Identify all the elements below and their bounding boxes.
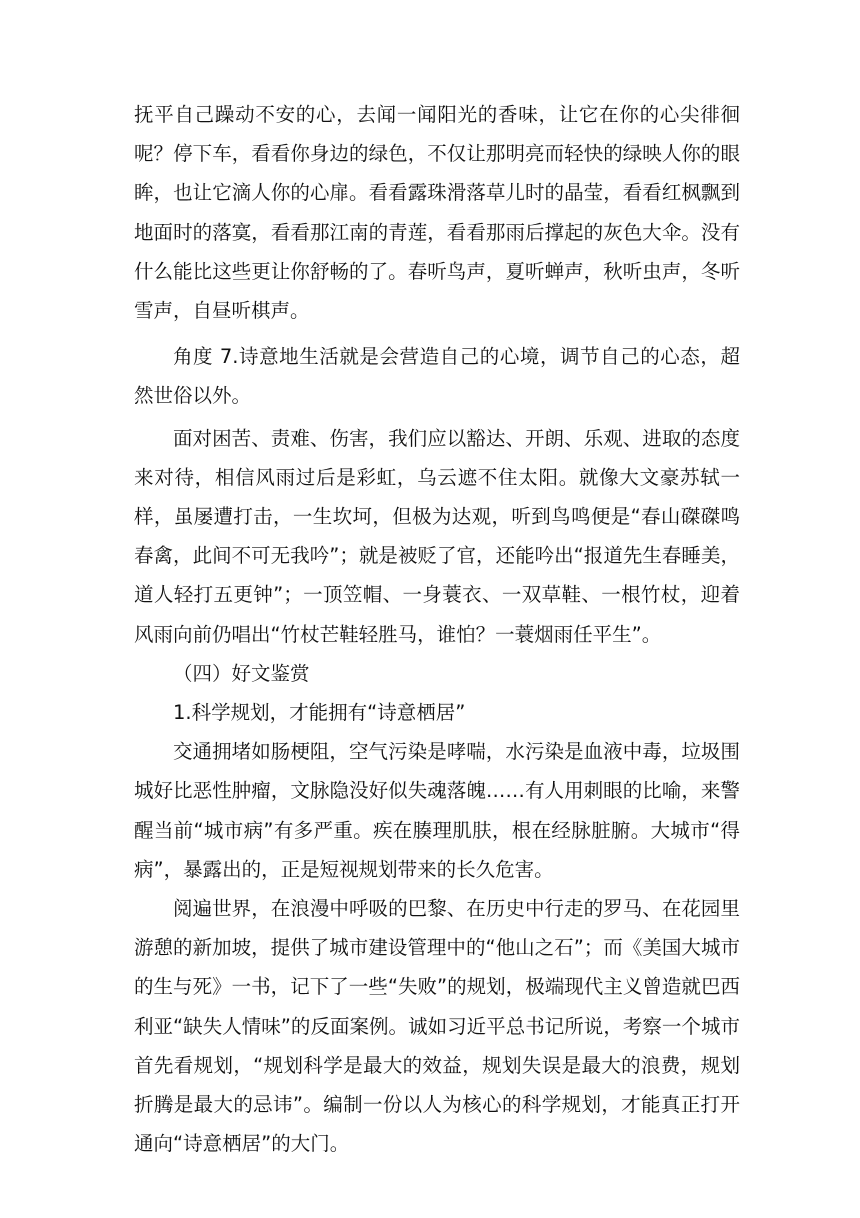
document-body: [134, 95, 740, 1163]
paragraph-world-cities: 阅遍世界，在浪漫中呼吸的巴黎、在历史中行走的罗马、在花园里游憩的新加坡，提供了城市建设管理中的“他山之石”；而《美国大城市的生与死》一书，记下了一些“失败”的规划，极端现代主义曾造就巴西利亚“缺失人情味”的反面案例。诚如习近平总书记所说，考察一个城市首先看规划，“规划科学是最大的效益，规划失误是最大的浪费，规划折腾是最大的忌讳”。编制一份以人为核心的科学规划，才能真正打开通向“诗意栖居”的大门。: [134, 897, 740, 1156]
paragraph-su-shi: 面对困苦、责难、伤害，我们应以豁达、开朗、乐观、进取的态度来对待，相信风雨过后是彩虹，乌云遮不住太阳。就像大文豪苏轼一样，虽屡遭打击，一生坎坷，但极为达观，听到鸟鸣便是“春山磔磔鸣春禽，此间不可无我吟”；就是被贬了官，还能吟出“报道先生春睡美，道人轻打五更钟”；一顶笠帽、一身蓑衣、一双草鞋、一根竹杖，迎着风雨向前仍唱出“竹杖芒鞋轻胜马，谁怕？一蓑烟雨任平生”。: [134, 426, 740, 646]
paragraph-angle-7: 角度 7.诗意地生活就是会营造自己的心境，调节自己的心态，超然世俗以外。: [134, 345, 740, 408]
article-title: 1.科学规划，才能拥有“诗意栖居”: [173, 701, 466, 725]
section-heading: （四）好文鉴赏: [173, 661, 310, 685]
paragraph-continuation: 抚平自己躁动不安的心，去闻一闻阳光的香味，让它在你的心尖徘徊呢？停下车，看看你身边的绿色，不仅让那明亮而轻快的绿映人你的眼眸，也让它滴人你的心扉。看看露珠滑落草儿时的晶莹，看看红枫飘到地面时的落寞，看看那江南的青莲，看看那雨后撑起的灰色大伞。没有什么能比这些更让你舒畅的了。春听鸟声，夏听蝉声，秋听虫声，冬听雪声，自昼听棋声。: [134, 103, 740, 323]
paragraph-city-disease: 交通拥堵如肠梗阻，空气污染是哮喘，水污染是血液中毒，垃圾围城好比恶性肿瘤，文脉隐没好似失魂落魄……有人用刺眼的比喻，来警醒当前“城市病”有多严重。疾在腠理肌肤，根在经脉脏腑。大城市“得病”，暴露出的，正是短视规划带来的长久危害。: [134, 740, 740, 881]
